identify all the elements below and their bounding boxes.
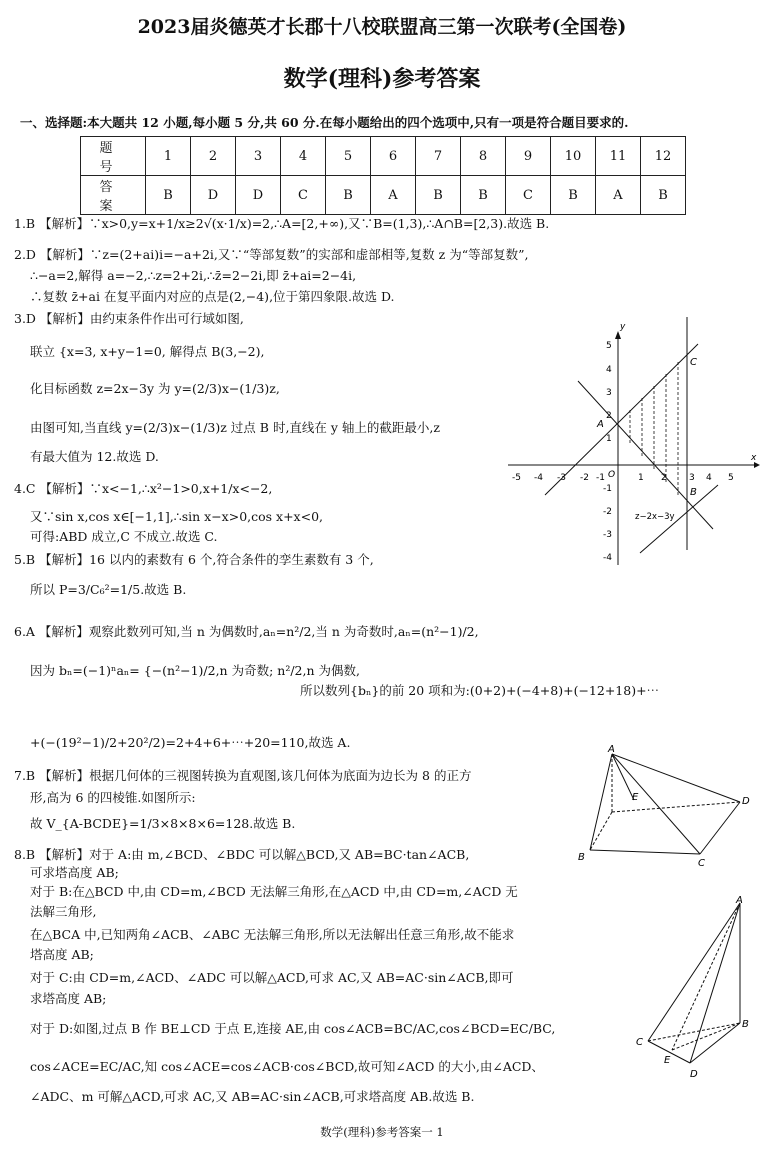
q8-line: 对于 B:在△BCD 中,由 CD=m,∠BCD 无法解三角形,在△ACD 中,由 CD=m,∠ACD 无 [30,884,518,899]
x-tick: -5 [512,473,521,483]
q8-line: 对于 C:由 CD=m,∠ACD、∠ADC 可以解△ACD,可求 AC,又 AB=AC·sin∠ACB,即可 [30,970,514,985]
y-tick: -2 [603,507,612,517]
x-tick: 2 [661,473,667,483]
q8-line: 塔高度 AB; [30,947,94,962]
answer-cell: B [641,176,686,215]
q8-line: 可求塔高度 AB; [30,865,119,880]
y-tick: 1 [606,434,612,444]
question-number: 3 [236,137,281,176]
question-number: 1 [146,137,191,176]
question-number: 10 [551,137,596,176]
tower-figure [632,895,760,1085]
x-tick: 1 [638,473,644,483]
page-title: 2023届炎德英才长郡十八校联盟高三第一次联考(全国卷) [137,16,627,38]
x-tick: -3 [557,473,566,483]
feasible-region-graph [508,315,760,570]
x-tick: 4 [706,473,712,483]
q6-line: +(−(19²−1)/2+20²/2)=2+4+6+⋯+20=110,故选 A. [30,735,351,750]
x-tick: -2 [580,473,589,483]
vertex-b-label: B [578,852,585,863]
y-axis-arrow [615,331,621,339]
vertex-d-label: D [742,796,750,807]
tower-e-label: E [664,1055,671,1066]
answer-cell: A [371,176,416,215]
row-label-number: 题 号 [81,137,146,176]
question-number: 8 [461,137,506,176]
q8-line: 8.B 【解析】对于 A:由 m,∠BCD、∠BDC 可以解△BCD,又 AB=BC·tan∠ACB, [14,847,470,862]
y-tick: -3 [603,530,612,540]
point-b-label: B [690,487,697,498]
x-tick: -4 [534,473,543,483]
q5-line: 所以 P=3/C₆²=1/5.故选 B. [30,582,187,597]
tower-d-label: D [690,1069,698,1080]
answer-cell: B [146,176,191,215]
y-tick: 5 [606,341,612,351]
tower-c-label: C [636,1037,643,1048]
answer-cell: C [281,176,326,215]
origin-label: O [608,470,616,480]
answer-cell: D [236,176,281,215]
question-number: 9 [506,137,551,176]
question-number: 4 [281,137,326,176]
question-number: 2 [191,137,236,176]
q4-line: 4.C 【解析】∵x<−1,∴x²−1>0,x+1/x<−2, [14,481,273,496]
q8-line: 在△BCA 中,已知两角∠ACB、∠ABC 无法解三角形,所以无法解出任意三角形,故不能求 [30,927,515,942]
tower-a-label: A [736,895,743,906]
vertex-e-label: E [632,792,639,803]
x-tick: 5 [728,473,734,483]
answer-table-number-row [81,137,686,176]
page-subtitle: 数学(理科)参考答案 [283,66,481,92]
y-tick: 4 [606,365,612,375]
q7-line: 7.B 【解析】根据几何体的三视图转换为直观图,该几何体为底面为边长为 8 的正方 [14,768,472,783]
q4-line: 可得:ABD 成立,C 不成立.故选 C. [30,529,218,544]
point-c-label: C [690,357,697,368]
question-number: 7 [416,137,461,176]
q3-line: 有最大值为 12.故选 D. [30,449,159,464]
row-label-answer: 答 案 [81,176,146,215]
vertex-a-label: A [608,744,615,755]
question-number: 12 [641,137,686,176]
q8-line: 求塔高度 AB; [30,991,107,1006]
line-a-c [545,344,698,495]
q2-line: ∴复数 z̄+ai 在复平面内对应的点是(2,−4),位于第四象限.故选 D. [30,289,395,304]
q3-line: 3.D 【解析】由约束条件作出可行域如图, [14,311,244,326]
pyramid-figure [572,742,760,867]
q6-line: 因为 bₙ=(−1)ⁿaₙ= {−(n²−1)/2,n 为奇数; n²/2,n 为偶数, [30,663,360,678]
page-footer: 数学(理科)参考答案一 1 [320,1125,444,1139]
question-number: 6 [371,137,416,176]
y-tick: 3 [606,388,612,398]
q3-line: 由图可知,当直线 y=(2/3)x−(1/3)z 过点 B 时,直线在 y 轴上的截距最小,z [30,420,440,435]
answer-table [80,136,686,215]
vertex-c-label: C [698,858,705,867]
answer-cell: B [551,176,596,215]
q7-line: 故 V_{A-BCDE}=1/3×8×8×6=128.故选 B. [30,816,296,831]
question-number: 11 [596,137,641,176]
answer-cell: C [506,176,551,215]
q8-line: ∠ADC、m 可解△ACD,可求 AC,又 AB=AC·sin∠ACB,可求塔高度 AB.故选 B. [30,1089,475,1104]
q8-line: 法解三角形, [30,904,97,919]
q8-line: 对于 D:如图,过点 B 作 BE⊥CD 于点 E,连接 AE,由 cos∠ACB=BC/AC,cos∠BCD=EC/BC, [30,1021,556,1036]
x-tick: 3 [689,473,695,483]
q2-line: 2.D 【解析】∵z=(2+ai)i=−a+2i,又∵“等部复数”的实部和虚部相等,复数 z 为“等部复数”, [14,247,529,262]
x-tick: -1 [596,473,605,483]
q8-line: cos∠ACE=EC/AC,知 cos∠ACE=cos∠ACB·cos∠BCD,故可知∠ACD 的大小,由∠ACD、 [30,1059,544,1074]
point-a-label: A [597,419,604,430]
answer-cell: B [416,176,461,215]
q1-line: 1.B 【解析】∵x>0,y=x+1/x≥2√(x·1/x)=2,∴A=[2,+∞),又∵B=(1,3),∴A∩B=[2,3).故选 B. [14,216,550,231]
answer-cell: B [461,176,506,215]
y-tick: -1 [603,484,612,494]
q5-line: 5.B 【解析】16 以内的素数有 6 个,符合条件的孪生素数有 3 个, [14,552,374,567]
y-tick: -4 [603,553,612,563]
x-axis-label: x [751,453,757,463]
q6-line: 所以数列{bₙ}的前 20 项和为:(0+2)+(−4+8)+(−12+18)+⋯ [300,683,660,698]
answer-cell: B [326,176,371,215]
q2-line: ∴−a=2,解得 a=−2,∴z=2+2i,∴z̄=2−2i,即 z̄+ai=2−4i, [30,268,357,283]
q3-line: 联立 {x=3, x+y−1=0, 解得点 B(3,−2), [30,344,265,359]
q7-line: 形,高为 6 的四棱锥.如图所示: [30,790,196,805]
section-heading: 一、选择题:本大题共 12 小题,每小题 5 分,共 60 分.在每小题给出的四个选项中,只有一项是符合题目要求的. [20,115,629,130]
q3-line: 化目标函数 z=2x−3y 为 y=(2/3)x−(1/3)z, [30,381,280,396]
q6-line: 6.A 【解析】观察此数列可知,当 n 为偶数时,aₙ=n²/2,当 n 为奇数时,aₙ=(n²−1)/2, [14,624,479,639]
answer-table-answer-row [81,176,686,215]
q4-line: 又∵sin x,cos x∈[−1,1],∴sin x−x>0,cos x+x<0, [30,509,324,524]
question-number: 5 [326,137,371,176]
answer-cell: A [596,176,641,215]
answer-cell: D [191,176,236,215]
y-axis-label: y [620,322,626,332]
objective-line-label: z−2x−3y [635,512,675,522]
y-tick: 2 [606,411,612,421]
tower-b-label: B [742,1019,749,1030]
